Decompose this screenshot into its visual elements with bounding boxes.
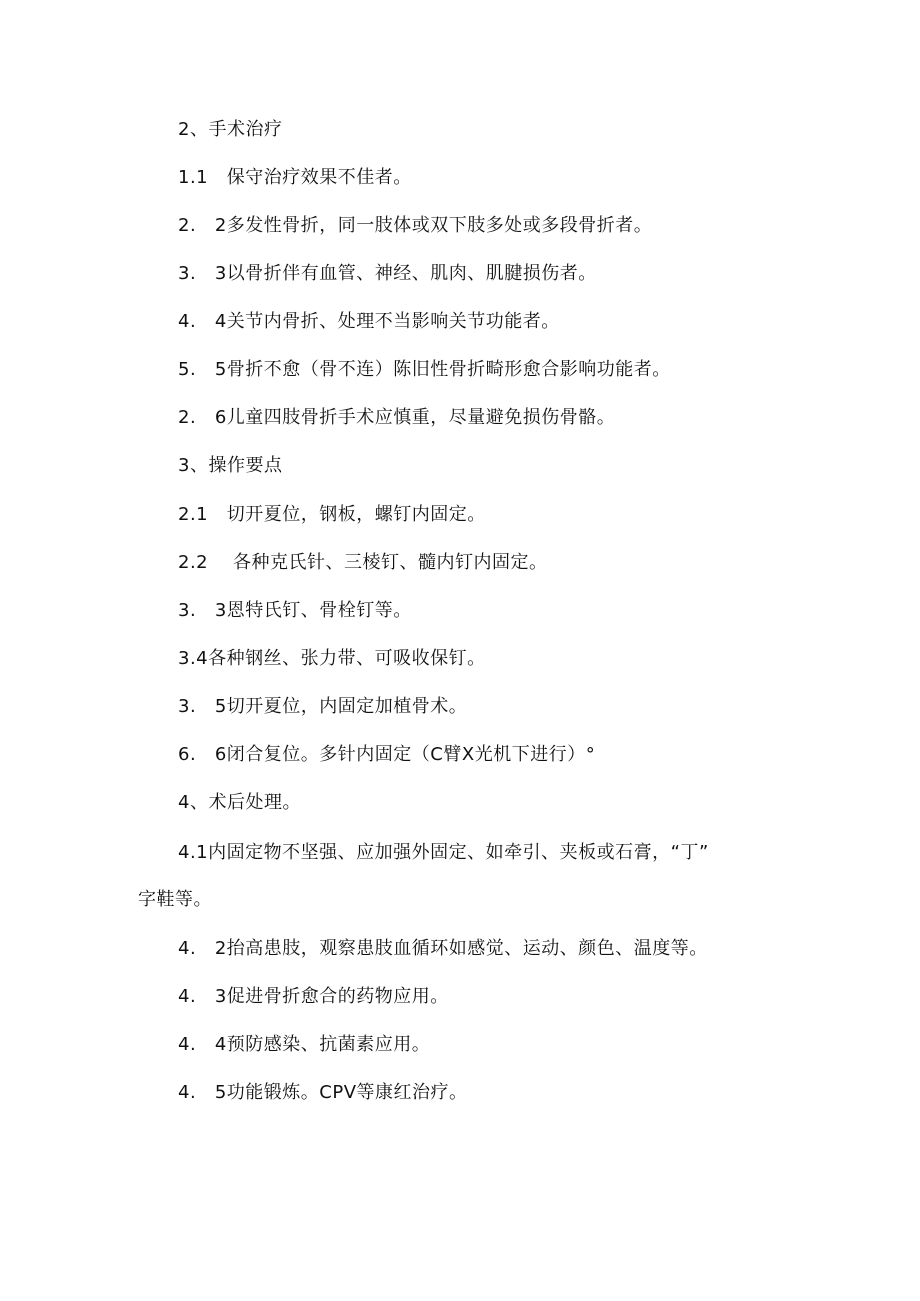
document-line: 3. 3以骨折伴有血管、神经、肌肉、肌腱损伤者。 xyxy=(178,263,597,284)
section-heading-surgical-treatment: 2、手术治疗 xyxy=(178,119,283,140)
document-line: 4. 3促进骨折愈合的药物应用。 xyxy=(178,986,449,1007)
document-line: 4. 2抬高患肢，观察患肢血循环如感觉、运动、颜色、温度等。 xyxy=(178,938,708,959)
section-heading-operation-points: 3、操作要点 xyxy=(178,455,283,476)
document-line: 4.1内固定物不坚强、应加强外固定、如牵引、夹板或石膏，“丁” xyxy=(178,842,709,863)
document-line: 2. 6儿童四肢骨折手术应慎重，尽量避免损伤骨骼。 xyxy=(178,407,616,428)
document-line: 4. 5功能锻炼。CPV等康红治疗。 xyxy=(178,1082,468,1103)
document-line: 4. 4关节内骨折、处理不当影响关节功能者。 xyxy=(178,311,560,332)
document-line: 5. 5骨折不愈（骨不连）陈旧性骨折畸形愈合影响功能者。 xyxy=(178,359,671,380)
document-line: 3.4各种钢丝、张力带、可吸收保钉。 xyxy=(178,648,486,669)
document-line: 3. 3恩特氏钉、骨栓钉等。 xyxy=(178,600,412,621)
document-line: 2.2 各种克氏针、三棱钉、髓内钉内固定。 xyxy=(178,552,548,573)
document-line: 1.1 保守治疗效果不佳者。 xyxy=(178,167,412,188)
document-line-continuation: 字鞋等。 xyxy=(138,889,212,910)
document-line: 4. 4预防感染、抗菌素应用。 xyxy=(178,1034,431,1055)
section-heading-postoperative-care: 4、术后处理。 xyxy=(178,792,301,813)
document-line: 2. 2多发性骨折，同一肢体或双下肢多处或多段骨折者。 xyxy=(178,215,653,236)
document-line: 2.1 切开夏位，钢板，螺钉内固定。 xyxy=(178,504,486,525)
document-line: 6. 6闭合复位。多针内固定（C臂X光机下进行）° xyxy=(178,744,596,765)
document-line: 3. 5切开夏位，内固定加植骨术。 xyxy=(178,696,468,717)
